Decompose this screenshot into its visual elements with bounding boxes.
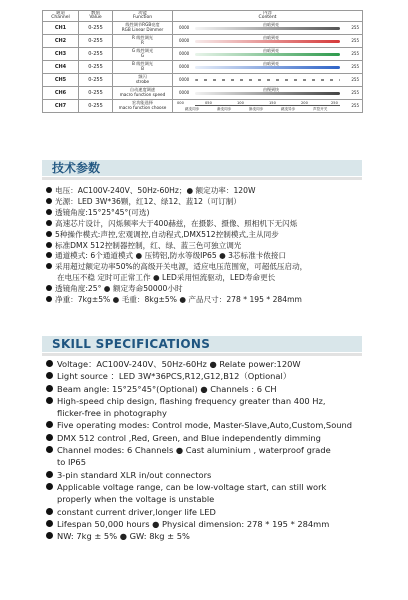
content-cell: 0000 由暗到亮 255 <box>173 35 363 48</box>
header-value: 数值 Value <box>79 11 113 22</box>
function-cell: G 线性调光 G <box>113 48 173 61</box>
content-cell: 0000 255 <box>173 74 363 87</box>
function-cell: B 线性调光 B <box>113 61 173 74</box>
strobe-scale-bar <box>195 79 340 81</box>
content-cell: 000 050 100 150 200 250 跳变同步 渐变同步 脉变同步 跳变异步 声控开关 255 <box>173 100 363 113</box>
channel-cell: CH5 <box>43 74 79 87</box>
table-row <box>43 87 363 100</box>
list-item-continuation: to IP65 <box>57 457 86 468</box>
channel-cell: CH2 <box>43 35 79 48</box>
list-item: 采用超过额定功率50%的高级开关电源，适应电压范围宽，可超低压启动， <box>46 262 366 273</box>
list-item: Channel modes: 6 Channels ● Cast aluminium , waterproof grade <box>46 444 376 456</box>
en-spec-header <box>42 336 362 352</box>
header-channel: 通道 Channel <box>43 11 79 22</box>
function-cell: 频闪 strobe <box>113 74 173 87</box>
content-cell: 0000 由暗到亮 255 <box>173 61 363 74</box>
table-row <box>43 61 363 74</box>
list-item: 净重：7kg±5% ● 毛重：8kg±5% ● 产品尺寸：278 * 195 * 284mm <box>46 295 366 306</box>
list-item: Light source ：LED 3W*36PCS,R12,G12,B12（Optional） <box>46 370 376 382</box>
list-item: NW: 7kg ± 5% ● GW: 8kg ± 5% <box>46 530 376 542</box>
list-item: Beam angle: 15°25°45°(Optional) ● Channels : 6 CH <box>46 383 376 395</box>
table-row <box>43 22 363 35</box>
list-item-continuation: flicker-free in photography <box>57 408 167 419</box>
content-cell: 0000 由慢到快 255 <box>173 87 363 100</box>
cn-spec-title: 技术参数 <box>52 161 101 175</box>
cn-spec-header <box>42 160 362 176</box>
channel-cell: CH1 <box>43 22 79 35</box>
list-item: Voltage：AC100V-240V、50Hz-60Hz ● Relate power:120W <box>46 358 376 370</box>
function-cell: 宏功能选择 macro function choose <box>113 100 173 113</box>
list-item: Applicable voltage range, can be low-voltage start, can still work <box>46 481 376 493</box>
list-item-continuation: 在电压不稳 定时可正常工作 ● LED采用恒流驱动，LED寿命更长 <box>57 273 276 283</box>
table-row <box>43 74 363 87</box>
header-function: 功能 Function <box>113 11 173 22</box>
content-cell: 0000 由暗到亮 255 <box>173 48 363 61</box>
list-item: 3-pin standard XLR in/out connectors <box>46 469 376 481</box>
list-item: High-speed chip design, flashing frequency greater than 400 Hz, <box>46 395 376 407</box>
range-cell: 0-255 <box>79 100 113 113</box>
list-item: 高速芯片设计，闪烁频率大于400赫兹，在摄影、摄像、照相机下无闪烁 <box>46 219 366 230</box>
range-cell: 0-255 <box>79 74 113 87</box>
function-cell: 线性调节RGB亮度 RGB Linear Dimmer <box>113 22 173 35</box>
table-row <box>43 35 363 48</box>
list-item: Lifespan 50,000 hours ● Physical dimension: 278 * 195 * 284mm <box>46 518 376 530</box>
list-item: 标准DMX 512控制器控制，红、绿、蓝三色可独立调光 <box>46 241 366 252</box>
list-item: DMX 512 control ,Red, Green, and Blue independently dimming <box>46 432 376 444</box>
channel-cell: CH4 <box>43 61 79 74</box>
range-cell: 0-255 <box>79 87 113 100</box>
list-item: 透镜角度:15°25°45°(可选) <box>46 208 366 219</box>
list-item-continuation: properly when the voltage is unstable <box>57 494 215 505</box>
range-cell: 0-255 <box>79 48 113 61</box>
channel-cell: CH7 <box>43 100 79 113</box>
channel-cell: CH6 <box>43 87 79 100</box>
header-content: 内容 Content <box>173 11 363 22</box>
table-row <box>43 100 363 113</box>
list-item: 电压：AC100V-240V、50Hz-60Hz；● 额定功率：120W <box>46 186 366 197</box>
header-underline <box>42 353 362 356</box>
header-underline <box>42 177 362 180</box>
en-spec-title: SKILL SPECIFICATIONS <box>52 337 211 351</box>
table-header-row <box>43 11 363 22</box>
range-cell: 0-255 <box>79 61 113 74</box>
list-item: 5种操作模式:声控,宏观调控,自动程式,DMX512控制模式,主从同步 <box>46 230 366 241</box>
table-row <box>43 48 363 61</box>
list-item: 透镜角度:25° ● 额定寿命50000小时 <box>46 284 366 295</box>
list-item: 光源：LED 3W*36颗，红12、绿12、蓝12（可订制） <box>46 197 366 208</box>
en-spec-list <box>46 358 376 542</box>
list-item: constant current driver,longer life LED <box>46 506 376 518</box>
channel-cell: CH3 <box>43 48 79 61</box>
cn-spec-list <box>46 186 366 306</box>
function-cell: R 线性调光 R <box>113 35 173 48</box>
list-item: Five operating modes: Control mode, Master-Slave,Auto,Custom,Sound <box>46 419 376 431</box>
function-cell: 自动速度调速 macro function speed <box>113 87 173 100</box>
list-item: 通道模式: 6个通道模式 ● 压铸铝,防水等级IP65 ● 3芯标准卡侬接口 <box>46 251 366 262</box>
content-cell: 0000 由暗到亮 255 <box>173 22 363 35</box>
dmx-channel-table <box>42 10 363 113</box>
range-cell: 0-255 <box>79 35 113 48</box>
range-cell: 0-255 <box>79 22 113 35</box>
